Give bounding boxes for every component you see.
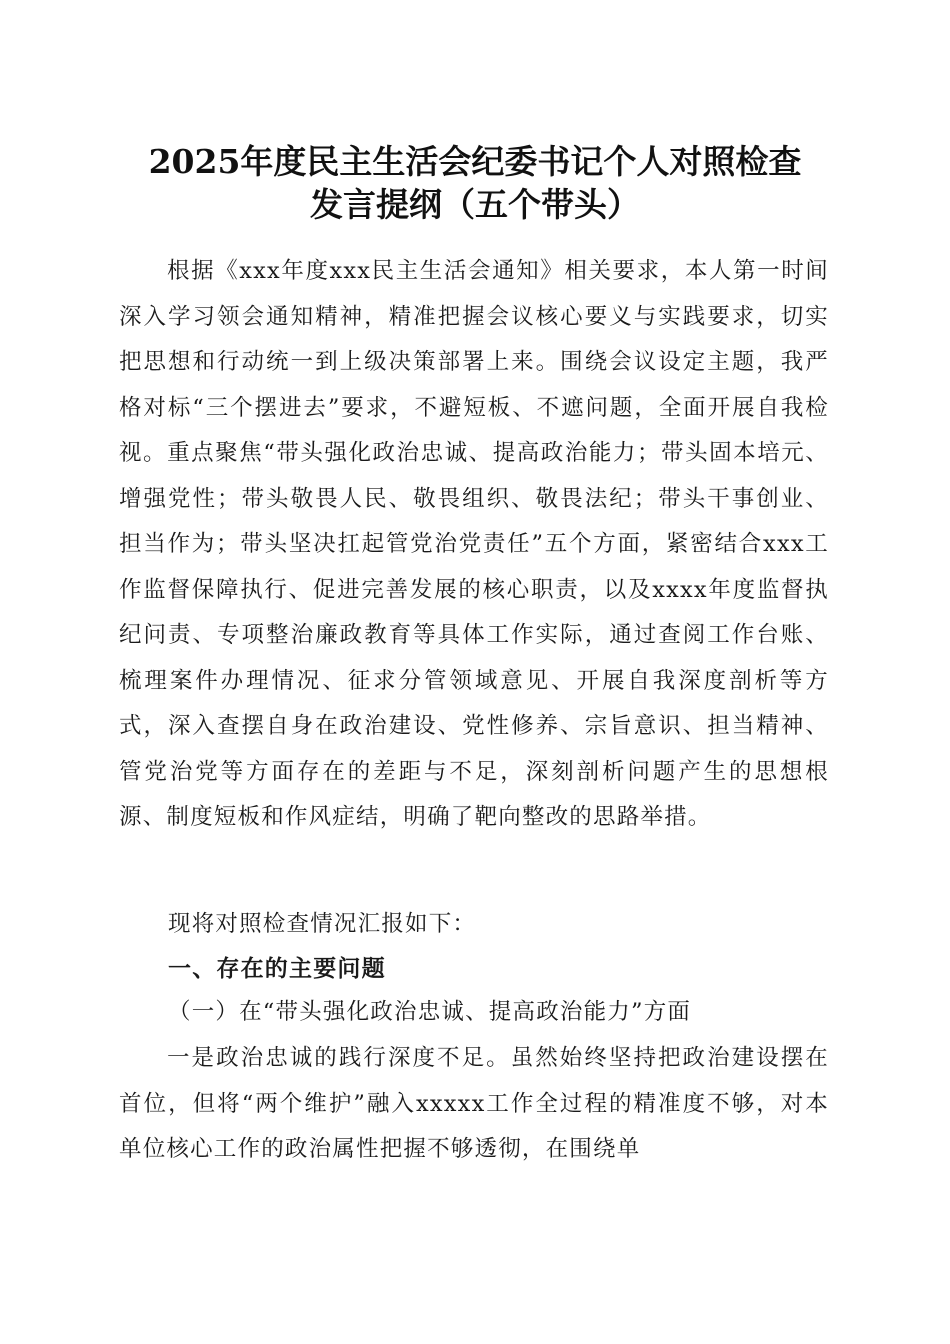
section-heading: 一、存在的主要问题 xyxy=(168,956,386,982)
intro-paragraph: 根据《xxx年度xxx民主生活会通知》相关要求，本人第一时间深入学习领会通知精神，精准把握会议核心要义与实践要求，切实把思想和行动统一到上级决策部署上来。围绕会议设定主题，我严格对标“三个摆进去”要求，不避短板、不遮问题，全面开展自我检视。重点聚焦“带头强化政治忠诚、提高政治能力；带头固本培元、增强党性；带头敬畏人民、敬畏组织、敬畏法纪；带头干事创业、担当作为；带头坚决扛起管党治党责任”五个方面，紧密结合xxx工作监督保障执行、促进完善发展的核心职责，以及xxxx年度监督执纪问责、专项整治廉政教育等具体工作实际，通过查阅工作台账、梳理案件办理情况、征求分管领域意见、开展自我深度剖析等方式，深入查摆自身在政治建设、党性修养、宗旨意识、担当精神、管党治党等方面存在的差距与不足，深刻剖析问题产生的思想根源、制度短板和作风症结，明确了靶向整改的思路举措。 xyxy=(119,258,829,830)
document-title-line-2: 发言提纲（五个带头） xyxy=(310,185,640,224)
point-one-paragraph: 一是政治忠诚的践行深度不足。虽然始终坚持把政治建设摆在首位，但将“两个维护”融入xxxxx工作全过程的精准度不够，对本单位核心工作的政治属性把握不够透彻，在围绕单 xyxy=(119,1045,829,1162)
subsection-heading: （一）在“带头强化政治忠诚、提高政治能力”方面 xyxy=(168,999,692,1025)
document-title-line-1: 2025年度民主生活会纪委书记个人对照检查 xyxy=(148,142,802,181)
report-intro-line: 现将对照检查情况汇报如下： xyxy=(168,911,477,937)
